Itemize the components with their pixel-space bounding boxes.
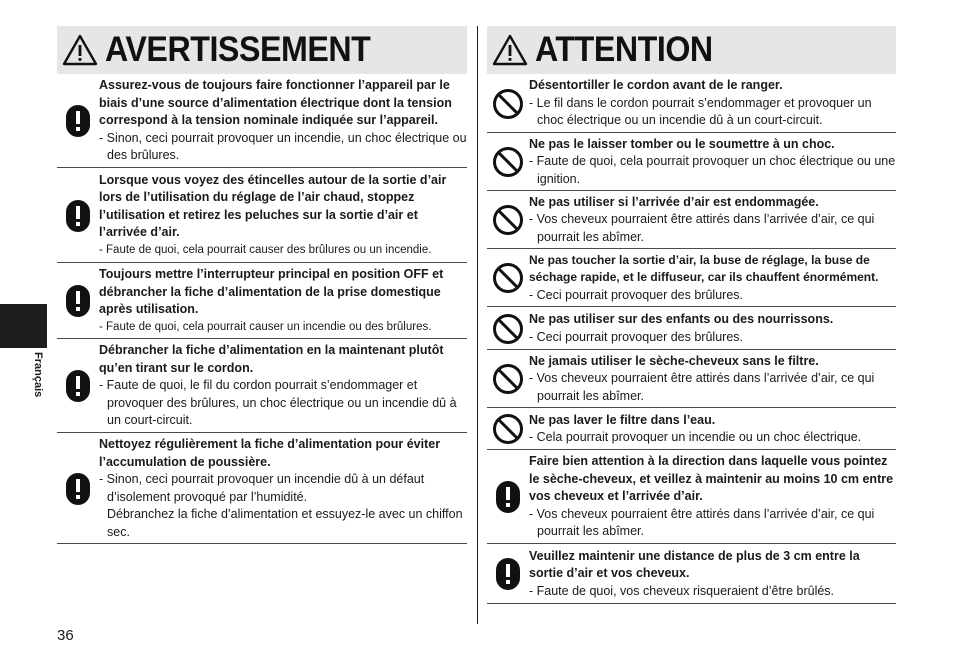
language-tab (0, 304, 47, 348)
caution-item (487, 307, 896, 350)
caution-item-title: Ne pas laver le filtre dans l’eau. (529, 412, 716, 427)
warning-item-note: - Faute de quoi, cela pourrait causer un incendie ou des brûlures. (99, 320, 432, 333)
caution-item-note: - Ceci pourrait provoquer des brûlures. (529, 287, 743, 302)
warning-section (57, 26, 467, 544)
warning-item (57, 433, 467, 544)
warning-triangle-icon (491, 33, 529, 67)
warning-title: AVERTISSEMENT (105, 30, 371, 69)
caution-item-title: Ne pas toucher la sortie d’air, la buse de réglage, la buse de séchage rapide, et le diffuseur, car ils chauffent énormément. (529, 252, 879, 285)
column-divider (477, 26, 478, 624)
caution-item-title: Ne pas le laisser tomber ou le soumettre à un choc. (529, 136, 835, 151)
caution-item-title: Ne jamais utiliser le sèche-cheveux sans le filtre. (529, 353, 819, 368)
warning-item-note: - Faute de quoi, le fil du cordon pourrait s’endommager et provoquer des brûlures, un choc électrique ou un incendie dû à un court-circuit. (99, 378, 457, 428)
prohibition-icon (492, 313, 524, 345)
caution-item-note: - Faute de quoi, vos cheveux risqueraient d’être brûlés. (529, 583, 835, 598)
exclamation-icon (64, 285, 92, 317)
caution-item-title: Faire bien attention à la direction dans laquelle vous pointez le sèche-cheveux, et veillez à maintenir au moins 10 cm entre vos cheveux et l’arrivée d’air. (529, 454, 894, 504)
exclamation-icon (64, 473, 92, 505)
caution-item (487, 408, 896, 450)
caution-header (487, 26, 896, 74)
prohibition-icon (492, 413, 524, 445)
caution-item-note: - Cela pourrait provoquer un incendie ou un choc électrique. (529, 430, 862, 444)
caution-item (487, 450, 896, 544)
caution-item-title: Veuillez maintenir une distance de plus de 3 cm entre la sortie d’air et vos cheveux. (529, 548, 860, 581)
warning-item-title: Nettoyez régulièrement la fiche d’alimentation pour éviter l’accumulation de poussière. (99, 437, 441, 469)
caution-title: ATTENTION (535, 30, 713, 69)
caution-item (487, 74, 896, 133)
exclamation-icon (494, 481, 522, 513)
warning-item (57, 74, 467, 168)
caution-item-note: - Ceci pourrait provoquer des brûlures. (529, 329, 743, 344)
caution-item-title: Ne pas utiliser si l’arrivée d’air est endommagée. (529, 194, 819, 209)
caution-item-note: - Le fil dans le cordon pourrait s’endommager et provoquer un choc électrique ou un incendie dû à un court-circuit. (529, 95, 872, 128)
exclamation-icon (494, 558, 522, 590)
prohibition-icon (492, 88, 524, 120)
language-label: Français (32, 352, 44, 398)
warning-item (57, 263, 467, 339)
exclamation-icon (64, 200, 92, 232)
caution-item-note: - Faute de quoi, cela pourrait provoquer un choc électrique ou une ignition. (529, 154, 896, 186)
caution-item (487, 544, 896, 604)
warning-item-note: - Sinon, ceci pourrait provoquer un incendie dû à un défaut d’isolement provoqué par l’humidité. (99, 472, 425, 504)
prohibition-icon (492, 146, 524, 178)
warning-item-title: Toujours mettre l’interrupteur principal en position OFF et débrancher la fiche d’alimentation de la prise domestique après utilisation. (99, 267, 444, 316)
warning-header (57, 26, 467, 74)
caution-item-title: Ne pas utiliser sur des enfants ou des nourrissons. (529, 312, 834, 326)
warning-item (57, 339, 467, 433)
prohibition-icon (492, 204, 524, 236)
warning-item-note: - Faute de quoi, cela pourrait causer des brûlures ou un incendie. (99, 243, 432, 256)
warning-item-note: - Sinon, ceci pourrait provoquer un incendie, un choc électrique ou des brûlures. (99, 130, 467, 163)
caution-item (487, 350, 896, 408)
caution-item-note: - Vos cheveux pourraient être attirés dans l’arrivée d’air, ce qui pourrait les abîmer. (529, 506, 875, 539)
caution-section (487, 26, 896, 604)
caution-item (487, 191, 896, 249)
exclamation-icon (64, 370, 92, 402)
warning-item (57, 168, 467, 263)
caution-item (487, 249, 896, 307)
page-number: 36 (57, 627, 74, 644)
prohibition-icon (492, 363, 524, 395)
exclamation-icon (64, 105, 92, 137)
warning-item-title: Assurez-vous de toujours faire fonctionner l’appareil par le biais d’une source d’alimentation électrique dont la tension correspond à la tension nominale indiquée sur l’appareil. (99, 78, 452, 128)
warning-item-note-extra: Débranchez la fiche d’alimentation et essuyez-le avec un chiffon sec. (107, 507, 463, 539)
warning-triangle-icon (61, 33, 99, 67)
caution-item-title: Désentortiller le cordon avant de le ranger. (529, 78, 783, 93)
prohibition-icon (492, 262, 524, 294)
caution-item (487, 133, 896, 191)
warning-item-title: Débrancher la fiche d’alimentation en la maintenant plutôt qu’en tirant sur le cordon. (99, 343, 444, 375)
caution-item-note: - Vos cheveux pourraient être attirés dans l’arrivée d’air, ce qui pourrait les abîmer. (529, 371, 875, 403)
caution-item-note: - Vos cheveux pourraient être attirés dans l’arrivée d’air, ce qui pourrait les abîmer. (529, 212, 875, 244)
warning-item-title: Lorsque vous voyez des étincelles autour de la sortie d’air lors de l’utilisation du réglage de l’air chaud, stoppez l’utilisation et retirez les peluches sur la sortie d’air et l’arrivée d’air. (99, 172, 447, 240)
